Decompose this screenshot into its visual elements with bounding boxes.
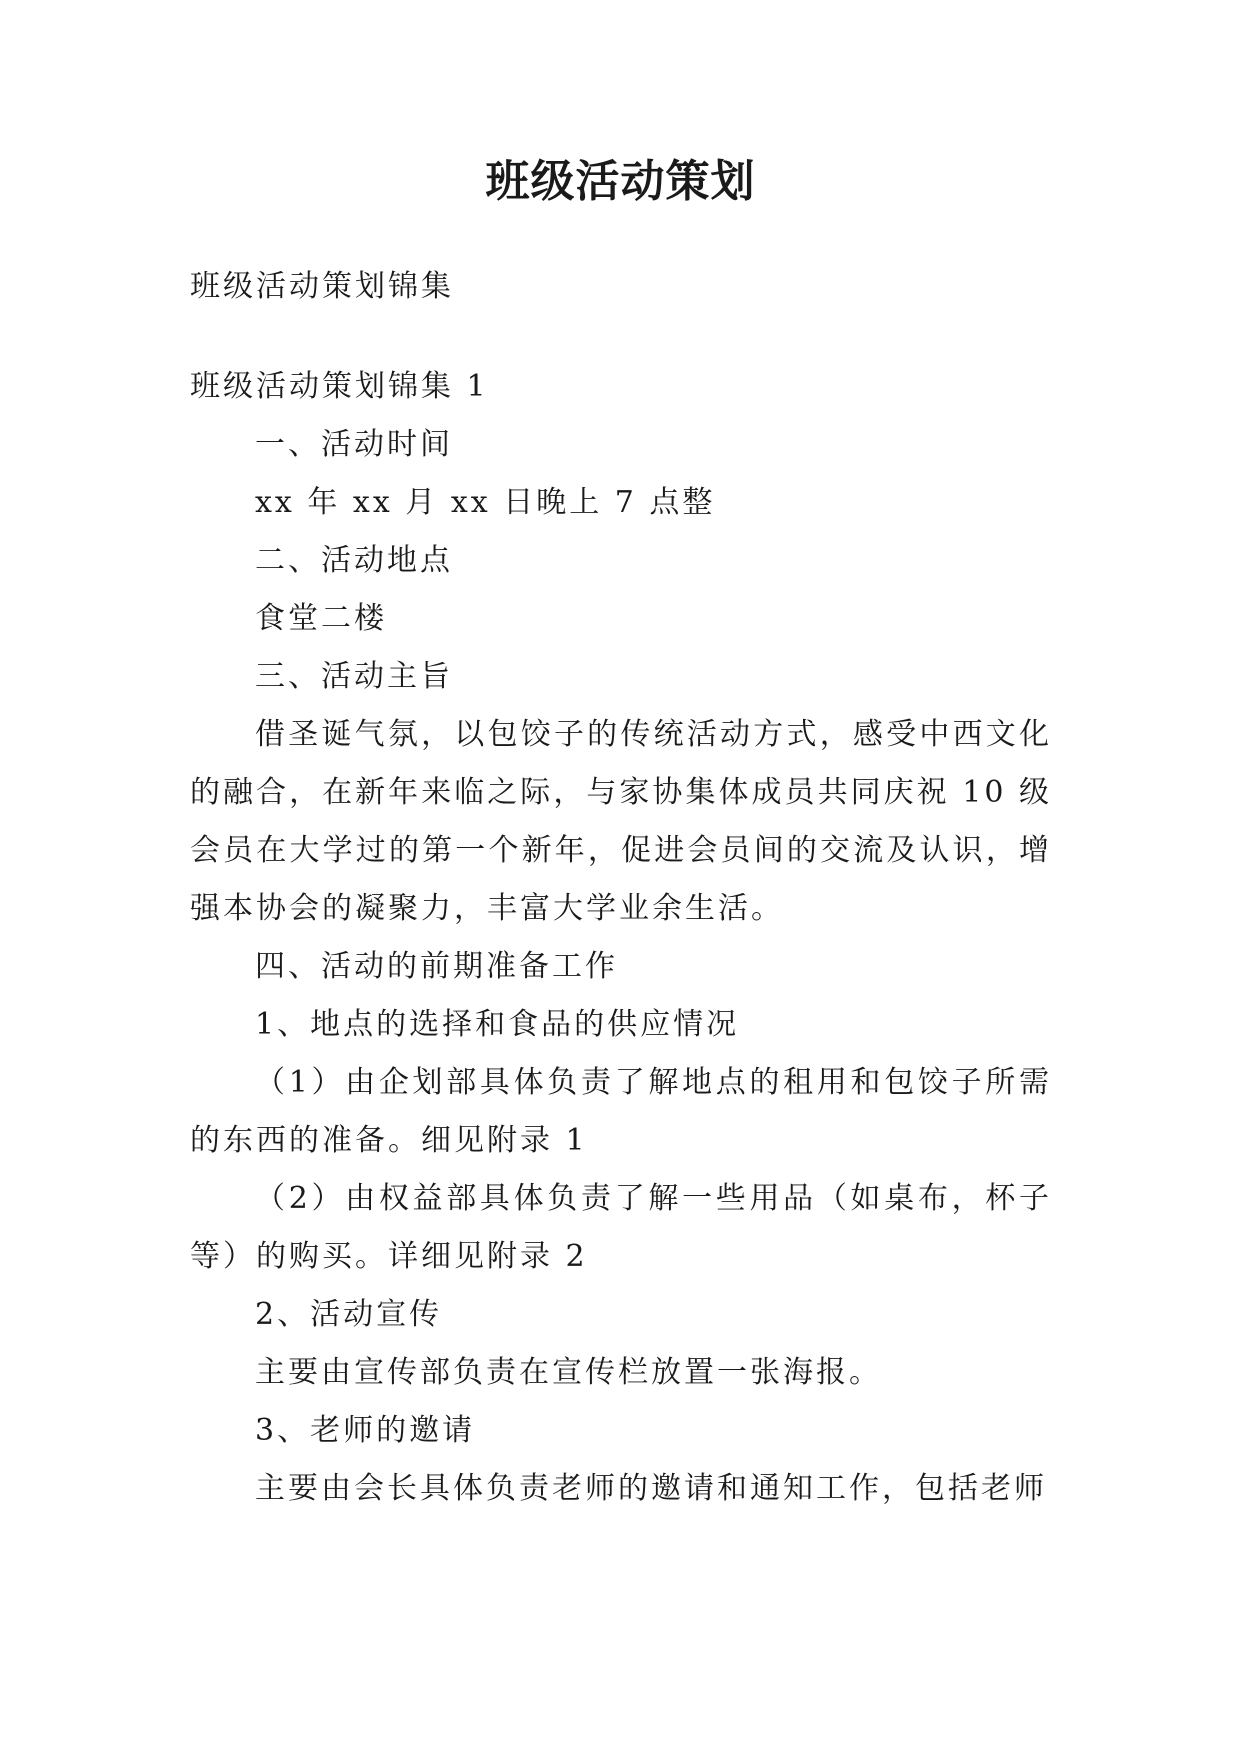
- subtitle-text: 班级活动策划锦集: [190, 269, 454, 304]
- prep-item-location-food: 1、地点的选择和食品的供应情况: [255, 1007, 740, 1042]
- heading-activity-time: 一、活动时间: [255, 427, 453, 462]
- teacher-invitation-text: 主要由会长具体负责老师的邀请和通知工作，包括老师: [255, 1471, 1047, 1506]
- activity-time-value: xx 年 xx 月 xx 日晚上 7 点整: [255, 485, 716, 520]
- heading-activity-location: 二、活动地点: [255, 543, 453, 578]
- activity-location-value: 食堂二楼: [255, 601, 387, 636]
- document-title: 班级活动策划: [485, 156, 756, 207]
- heading-preparation: 四、活动的前期准备工作: [255, 949, 618, 984]
- heading-activity-purpose: 三、活动主旨: [255, 659, 453, 694]
- publicity-text: 主要由宣传部负责在宣传栏放置一张海报。: [255, 1355, 882, 1390]
- prep-subitem-1: （1）由企划部具体负责了解地点的租用和包饺子所需的东西的准备。细见附录 1: [190, 1065, 1052, 1158]
- activity-purpose-text: 借圣诞气氛，以包饺子的传统活动方式，感受中西文化的融合，在新年来临之际，与家协集体成员共同庆祝 10 级会员在大学过的第一个新年，促进会员间的交流及认识，增强本协会的凝聚力，丰富大学业余生活。: [190, 717, 1052, 926]
- prep-item-publicity: 2、活动宣传: [255, 1297, 443, 1332]
- prep-subitem-2: （2）由权益部具体负责了解一些用品（如桌布，杯子等）的购买。详细见附录 2: [190, 1181, 1052, 1274]
- document-body: [190, 358, 1052, 1518]
- document-subtitle: [190, 258, 1052, 316]
- section-heading: 班级活动策划锦集 1: [190, 369, 489, 404]
- prep-item-teacher-invitation: 3、老师的邀请: [255, 1413, 476, 1448]
